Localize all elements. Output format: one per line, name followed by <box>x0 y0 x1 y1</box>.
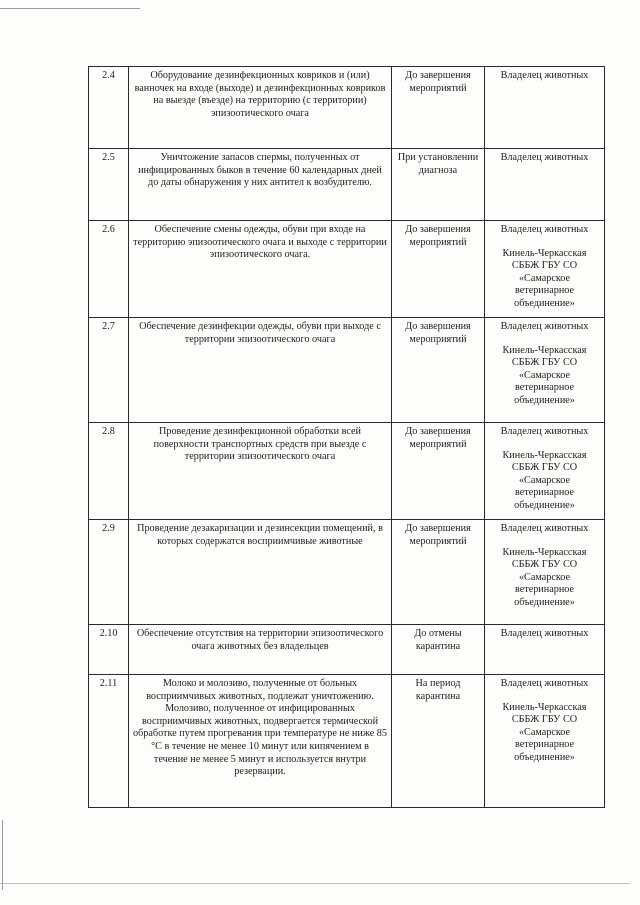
measure-deadline: До завершения мероприятий <box>392 221 485 318</box>
scan-mark-left <box>2 820 3 890</box>
row-number: 2.9 <box>89 520 129 625</box>
scan-mark-bottom <box>0 883 630 884</box>
responsible-parties <box>485 520 605 625</box>
row-number: 2.11 <box>89 675 129 808</box>
measure-deadline: При установлении диагноза <box>392 149 485 221</box>
table-row <box>89 149 605 221</box>
table-row <box>89 625 605 675</box>
table-row <box>89 318 605 423</box>
table-row <box>89 520 605 625</box>
responsible-party: Владелец животных <box>500 70 589 81</box>
responsible-gap <box>489 691 600 702</box>
row-number: 2.6 <box>89 221 129 318</box>
responsible-party: Владелец животных <box>500 321 589 332</box>
measure-deadline: До завершения мероприятий <box>392 318 485 423</box>
measure-description: Оборудование дезинфекционных ковриков и (или) ванночек на входе (выходе) и дезинфекционных ковриков на выезде (въезде) на территорию (с территории) эпизоотического очага <box>129 67 392 149</box>
row-number: 2.5 <box>89 149 129 221</box>
measure-description: Молоко и молозиво, полученные от больных восприимчивых животных, подлежат уничтожению. Молозиво, полученное от инфицированных восприимчивых животных, подвергается термической обработке путем прогревания при температуре не ниже 85 °С в течение не менее 10 минут или кипячением в течение не менее 5 минут и используется внутри резервации. <box>129 675 392 808</box>
responsible-gap <box>489 536 600 547</box>
table-body <box>89 67 605 808</box>
measure-deadline: На период карантина <box>392 675 485 808</box>
responsible-parties <box>485 423 605 520</box>
responsible-party: Кинель-Черкасская СББЖ ГБУ СО «Самарское ветеринарное объединение» <box>502 546 587 608</box>
table-row <box>89 423 605 520</box>
responsible-party: Владелец животных <box>500 678 589 689</box>
responsible-parties <box>485 318 605 423</box>
measure-description: Обеспечение смены одежды, обуви при входе на территорию эпизоотического очага и выходе с территории эпизоотического очага. <box>129 221 392 318</box>
scan-mark-top <box>0 8 140 9</box>
measure-deadline: До завершения мероприятий <box>392 67 485 149</box>
row-number: 2.7 <box>89 318 129 423</box>
responsible-gap <box>489 439 600 450</box>
responsible-parties <box>485 221 605 318</box>
responsible-party: Владелец животных <box>500 152 589 163</box>
row-number: 2.10 <box>89 625 129 675</box>
responsible-parties <box>485 149 605 221</box>
measures-table <box>88 66 605 808</box>
measure-deadline: До завершения мероприятий <box>392 520 485 625</box>
responsible-party: Владелец животных <box>500 426 589 437</box>
table-row <box>89 67 605 149</box>
responsible-parties <box>485 67 605 149</box>
measure-deadline: До отмены карантина <box>392 625 485 675</box>
responsible-party: Кинель-Черкасская СББЖ ГБУ СО «Самарское ветеринарное объединение» <box>502 449 587 511</box>
responsible-party: Владелец животных <box>500 224 589 235</box>
responsible-parties <box>485 675 605 808</box>
measure-deadline: До завершения мероприятий <box>392 423 485 520</box>
responsible-party: Кинель-Черкасская СББЖ ГБУ СО «Самарское ветеринарное объединение» <box>502 247 587 309</box>
measure-description: Обеспечение дезинфекции одежды, обуви при выходе с территории эпизоотического очага <box>129 318 392 423</box>
responsible-party: Кинель-Черкасская СББЖ ГБУ СО «Самарское ветеринарное объединение» <box>502 701 587 763</box>
table-row <box>89 675 605 808</box>
row-number: 2.8 <box>89 423 129 520</box>
responsible-gap <box>489 237 600 248</box>
measure-description: Уничтожение запасов спермы, полученных от инфицированных быков в течение 60 календарных дней до даты обнаружения у них антител к возбудителю. <box>129 149 392 221</box>
measure-description: Проведение дезинфекционной обработки всей поверхности транспортных средств при выезде с территории эпизоотического очага <box>129 423 392 520</box>
row-number: 2.4 <box>89 67 129 149</box>
responsible-parties <box>485 625 605 675</box>
table-row <box>89 221 605 318</box>
responsible-party: Владелец животных <box>500 628 589 639</box>
responsible-party: Кинель-Черкасская СББЖ ГБУ СО «Самарское ветеринарное объединение» <box>502 344 587 406</box>
responsible-gap <box>489 334 600 345</box>
responsible-party: Владелец животных <box>500 523 589 534</box>
measure-description: Проведение дезакаризации и дезинсекции помещений, в которых содержатся восприимчивые животные <box>129 520 392 625</box>
measure-description: Обеспечение отсутствия на территории эпизоотического очага животных без владельцев <box>129 625 392 675</box>
